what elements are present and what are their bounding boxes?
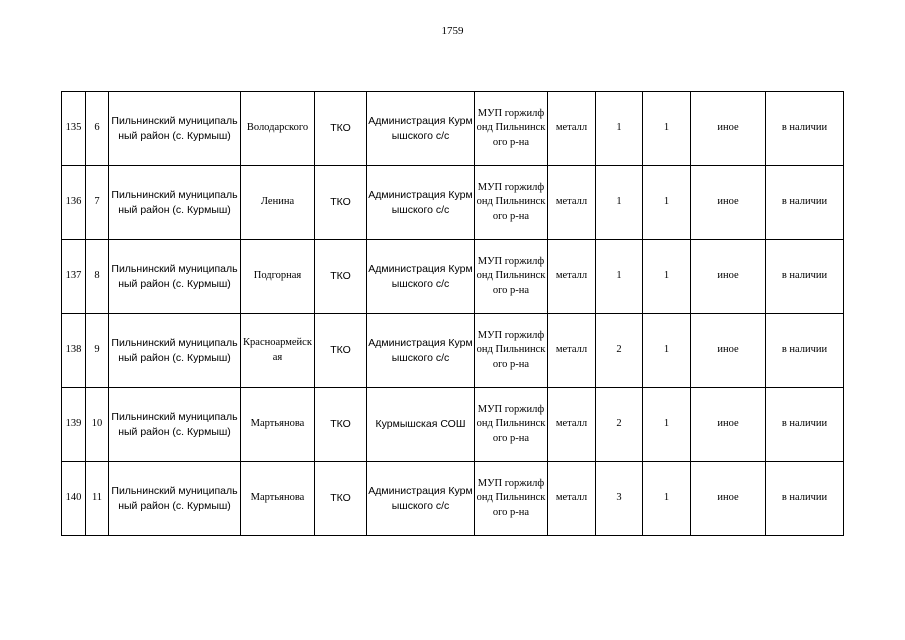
cell-row-number: 140 bbox=[62, 462, 86, 536]
cell-owner: Администрация Курмышского с/с bbox=[367, 92, 475, 166]
cell-quantity-1: 1 bbox=[596, 240, 643, 314]
cell-street: Мартьянова bbox=[241, 462, 315, 536]
cell-quantity-2: 1 bbox=[643, 92, 691, 166]
cell-waste-type: ТКО bbox=[315, 166, 367, 240]
cell-surface-type: иное bbox=[691, 166, 766, 240]
cell-row-number: 139 bbox=[62, 388, 86, 462]
cell-owner: Администрация Курмышского с/с bbox=[367, 314, 475, 388]
cell-waste-type: ТКО bbox=[315, 314, 367, 388]
cell-sub-number: 8 bbox=[86, 240, 109, 314]
table-row bbox=[62, 462, 844, 536]
cell-street: Мартьянова bbox=[241, 388, 315, 462]
cell-quantity-1: 2 bbox=[596, 388, 643, 462]
cell-row-number: 135 bbox=[62, 92, 86, 166]
cell-owner: Администрация Курмышского с/с bbox=[367, 240, 475, 314]
cell-street: Подгорная bbox=[241, 240, 315, 314]
cell-sub-number: 10 bbox=[86, 388, 109, 462]
cell-status: в наличии bbox=[766, 314, 844, 388]
cell-district: Пильнинский муниципальный район (с. Курмыш) bbox=[109, 314, 241, 388]
cell-operator: МУП горжилфонд Пильнинского р-на bbox=[475, 166, 548, 240]
cell-sub-number: 7 bbox=[86, 166, 109, 240]
cell-quantity-1: 1 bbox=[596, 166, 643, 240]
cell-waste-type: ТКО bbox=[315, 388, 367, 462]
cell-quantity-1: 3 bbox=[596, 462, 643, 536]
cell-waste-type: ТКО bbox=[315, 240, 367, 314]
cell-street: Володарского bbox=[241, 92, 315, 166]
cell-owner: Администрация Курмышского с/с bbox=[367, 166, 475, 240]
cell-district: Пильнинский муниципальный район (с. Курмыш) bbox=[109, 240, 241, 314]
cell-status: в наличии bbox=[766, 240, 844, 314]
cell-operator: МУП горжилфонд Пильнинского р-на bbox=[475, 240, 548, 314]
cell-operator: МУП горжилфонд Пильнинского р-на bbox=[475, 388, 548, 462]
table-row bbox=[62, 388, 844, 462]
cell-row-number: 136 bbox=[62, 166, 86, 240]
cell-quantity-2: 1 bbox=[643, 166, 691, 240]
cell-material: металл bbox=[548, 388, 596, 462]
cell-status: в наличии bbox=[766, 92, 844, 166]
table-row bbox=[62, 166, 844, 240]
cell-district: Пильнинский муниципальный район (с. Курмыш) bbox=[109, 462, 241, 536]
cell-waste-type: ТКО bbox=[315, 92, 367, 166]
cell-district: Пильнинский муниципальный район (с. Курмыш) bbox=[109, 166, 241, 240]
cell-surface-type: иное bbox=[691, 240, 766, 314]
cell-quantity-2: 1 bbox=[643, 314, 691, 388]
cell-material: металл bbox=[548, 166, 596, 240]
cell-material: металл bbox=[548, 462, 596, 536]
cell-surface-type: иное bbox=[691, 314, 766, 388]
cell-operator: МУП горжилфонд Пильнинского р-на bbox=[475, 314, 548, 388]
cell-status: в наличии bbox=[766, 462, 844, 536]
table-row bbox=[62, 92, 844, 166]
cell-street: Ленина bbox=[241, 166, 315, 240]
cell-material: металл bbox=[548, 314, 596, 388]
cell-waste-type: ТКО bbox=[315, 462, 367, 536]
registry-table bbox=[61, 91, 844, 536]
cell-street: Красноармейская bbox=[241, 314, 315, 388]
cell-district: Пильнинский муниципальный район (с. Курмыш) bbox=[109, 92, 241, 166]
cell-quantity-2: 1 bbox=[643, 388, 691, 462]
cell-row-number: 138 bbox=[62, 314, 86, 388]
cell-material: металл bbox=[548, 92, 596, 166]
cell-surface-type: иное bbox=[691, 388, 766, 462]
cell-status: в наличии bbox=[766, 166, 844, 240]
cell-operator: МУП горжилфонд Пильнинского р-на bbox=[475, 92, 548, 166]
table-row bbox=[62, 314, 844, 388]
cell-owner: Курмышская СОШ bbox=[367, 388, 475, 462]
page-number: 1759 bbox=[441, 25, 464, 37]
cell-row-number: 137 bbox=[62, 240, 86, 314]
cell-material: металл bbox=[548, 240, 596, 314]
table-body bbox=[62, 92, 844, 536]
table-row bbox=[62, 240, 844, 314]
cell-sub-number: 11 bbox=[86, 462, 109, 536]
cell-quantity-2: 1 bbox=[643, 240, 691, 314]
cell-owner: Администрация Курмышского с/с bbox=[367, 462, 475, 536]
cell-surface-type: иное bbox=[691, 462, 766, 536]
cell-surface-type: иное bbox=[691, 92, 766, 166]
cell-sub-number: 9 bbox=[86, 314, 109, 388]
cell-sub-number: 6 bbox=[86, 92, 109, 166]
cell-operator: МУП горжилфонд Пильнинского р-на bbox=[475, 462, 548, 536]
cell-district: Пильнинский муниципальный район (с. Курмыш) bbox=[109, 388, 241, 462]
cell-status: в наличии bbox=[766, 388, 844, 462]
cell-quantity-2: 1 bbox=[643, 462, 691, 536]
cell-quantity-1: 1 bbox=[596, 92, 643, 166]
cell-quantity-1: 2 bbox=[596, 314, 643, 388]
